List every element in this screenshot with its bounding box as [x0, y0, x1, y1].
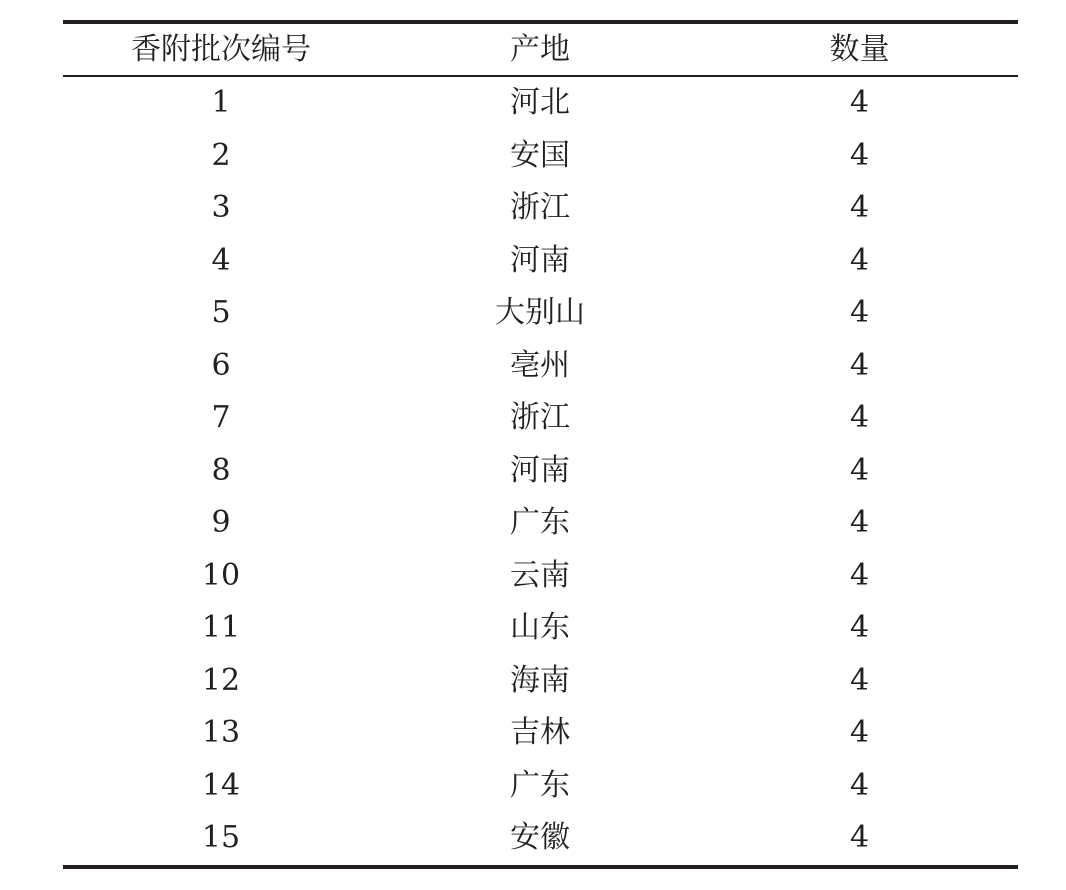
table-row — [63, 655, 1018, 708]
cell-batch-number: 4 — [211, 242, 231, 278]
cell-batch-number: 12 — [201, 662, 241, 698]
table-row — [63, 76, 1018, 130]
table-header — [63, 22, 1018, 76]
cell-batch-number: 2 — [211, 137, 231, 173]
table-row — [63, 497, 1018, 550]
cell-origin: 浙江 — [510, 400, 570, 436]
cell-origin: 安徽 — [510, 820, 570, 856]
cell-quantity: 4 — [849, 190, 870, 226]
header-batch-number: 香附批次编号 — [131, 31, 311, 67]
table-row — [63, 130, 1018, 183]
table-row — [63, 707, 1018, 760]
cell-batch-number: 5 — [211, 295, 231, 331]
cell-origin: 吉林 — [510, 715, 570, 751]
cell-quantity: 4 — [849, 452, 870, 488]
cell-quantity: 4 — [849, 767, 870, 803]
batch-origin-table — [63, 20, 1018, 869]
cell-origin: 浙江 — [510, 190, 570, 226]
cell-origin: 广东 — [510, 767, 570, 803]
cell-quantity: 4 — [849, 400, 870, 436]
cell-batch-number: 3 — [211, 190, 231, 226]
cell-origin: 亳州 — [510, 347, 570, 383]
cell-quantity: 4 — [849, 820, 870, 856]
cell-quantity: 4 — [849, 662, 870, 698]
cell-quantity: 4 — [849, 295, 870, 331]
cell-origin: 河北 — [510, 85, 570, 121]
cell-batch-number: 7 — [211, 400, 231, 436]
table-row — [63, 392, 1018, 445]
table-row — [63, 760, 1018, 813]
cell-quantity: 4 — [849, 242, 870, 278]
cell-origin: 山东 — [510, 610, 570, 646]
cell-quantity: 4 — [849, 715, 870, 751]
table-row — [63, 550, 1018, 603]
cell-batch-number: 9 — [211, 505, 231, 541]
cell-batch-number: 1 — [211, 85, 231, 121]
cell-batch-number: 15 — [201, 820, 241, 856]
table-row — [63, 287, 1018, 340]
cell-batch-number: 14 — [201, 767, 241, 803]
cell-quantity: 4 — [849, 505, 870, 541]
table-row — [63, 445, 1018, 498]
cell-quantity: 4 — [849, 610, 870, 646]
table-row — [63, 602, 1018, 655]
cell-batch-number: 11 — [201, 610, 241, 646]
cell-quantity: 4 — [849, 347, 870, 383]
cell-batch-number: 10 — [201, 557, 241, 593]
cell-origin: 云南 — [510, 557, 570, 593]
cell-origin: 广东 — [510, 505, 570, 541]
cell-batch-number: 6 — [211, 347, 231, 383]
cell-quantity: 4 — [849, 85, 870, 121]
cell-origin: 河南 — [510, 242, 570, 278]
table-body — [63, 76, 1018, 867]
header-origin: 产地 — [510, 31, 570, 67]
cell-quantity: 4 — [849, 557, 870, 593]
cell-quantity: 4 — [849, 137, 870, 173]
table-row — [63, 235, 1018, 288]
batch-origin-table-container — [63, 20, 1018, 869]
table-row — [63, 182, 1018, 235]
table-row — [63, 340, 1018, 393]
cell-origin: 河南 — [510, 452, 570, 488]
header-row — [63, 22, 1018, 76]
cell-batch-number: 13 — [201, 715, 241, 751]
cell-origin: 海南 — [510, 662, 570, 698]
table-row — [63, 812, 1018, 867]
cell-batch-number: 8 — [211, 452, 231, 488]
cell-origin: 大别山 — [495, 295, 585, 331]
header-quantity: 数量 — [829, 31, 890, 67]
cell-origin: 安国 — [510, 137, 570, 173]
